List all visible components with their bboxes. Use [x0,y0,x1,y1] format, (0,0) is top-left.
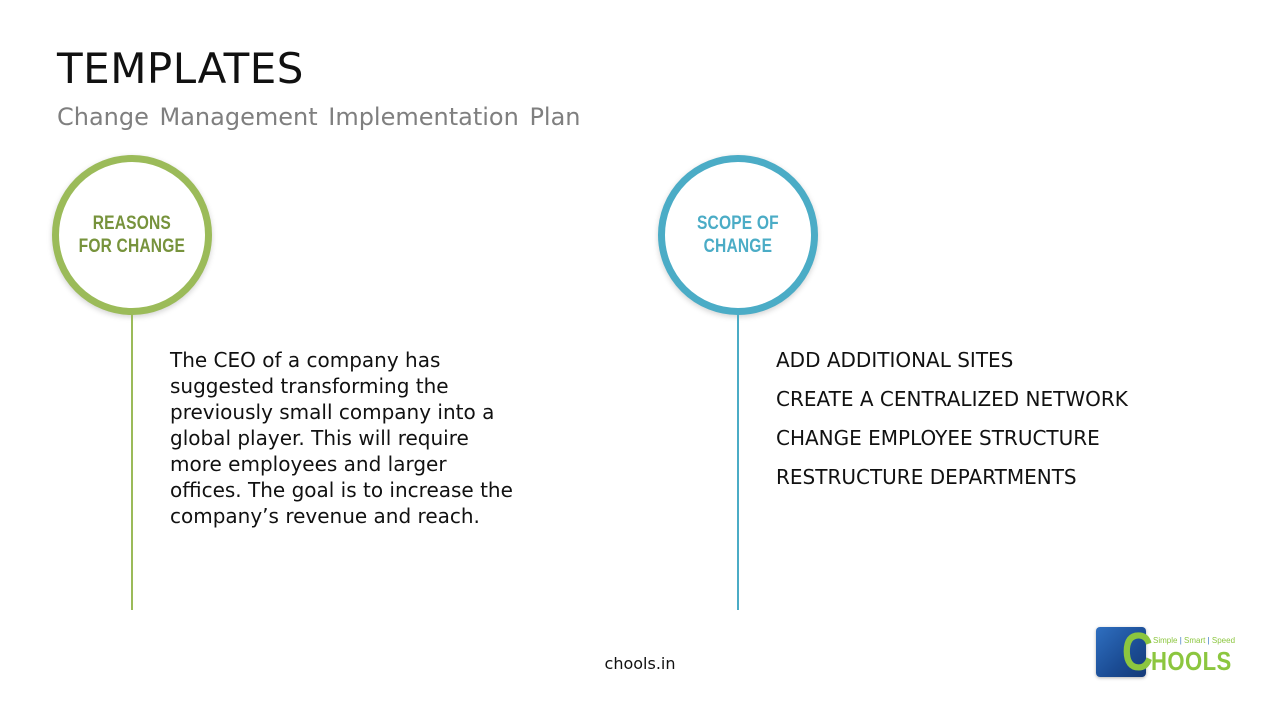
logo-tag-sep1: | [1179,636,1182,645]
scope-circle-label [697,212,779,258]
scope-connector-line [737,312,739,610]
reasons-label-line2: FOR CHANGE [78,236,186,257]
scope-item-centralized-network: CREATE A CENTRALIZED NETWORK [776,387,1128,411]
slide-title: TEMPLATES [57,44,304,93]
scope-label-line1: SCOPE OF [697,213,779,234]
logo-tag-simple: Simple [1153,636,1178,645]
footer-site: chools.in [604,654,676,673]
scope-item-employee-structure: CHANGE EMPLOYEE STRUCTURE [776,426,1100,450]
reasons-circle-label [79,212,185,258]
logo-word: HOOLS [1151,646,1232,676]
reasons-circle [52,155,212,315]
scope-item-restructure-departments: RESTRUCTURE DEPARTMENTS [776,465,1077,489]
reasons-label-line1: REASONS [92,213,172,234]
logo-tag-sep2: | [1207,636,1210,645]
logo-letter: C [1121,622,1154,682]
scope-circle [658,155,818,315]
chools-logo [1096,622,1236,682]
logo-tag-smart: Smart [1184,636,1206,645]
scope-list [776,347,1136,503]
scope-item-add-sites: ADD ADDITIONAL SITES [776,348,1014,372]
reasons-connector-line [131,312,133,610]
scope-label-line2: CHANGE [703,236,773,257]
logo-tagline [1153,636,1235,646]
logo-tag-speed: Speed [1211,636,1236,645]
slide-subtitle: Change Management Implementation Plan [57,103,581,131]
reasons-text: The CEO of a company has suggested transforming the previously small company into a global player. This will require more employees and larger offices. The goal is to increase the company’s revenue and reach. [170,348,513,528]
